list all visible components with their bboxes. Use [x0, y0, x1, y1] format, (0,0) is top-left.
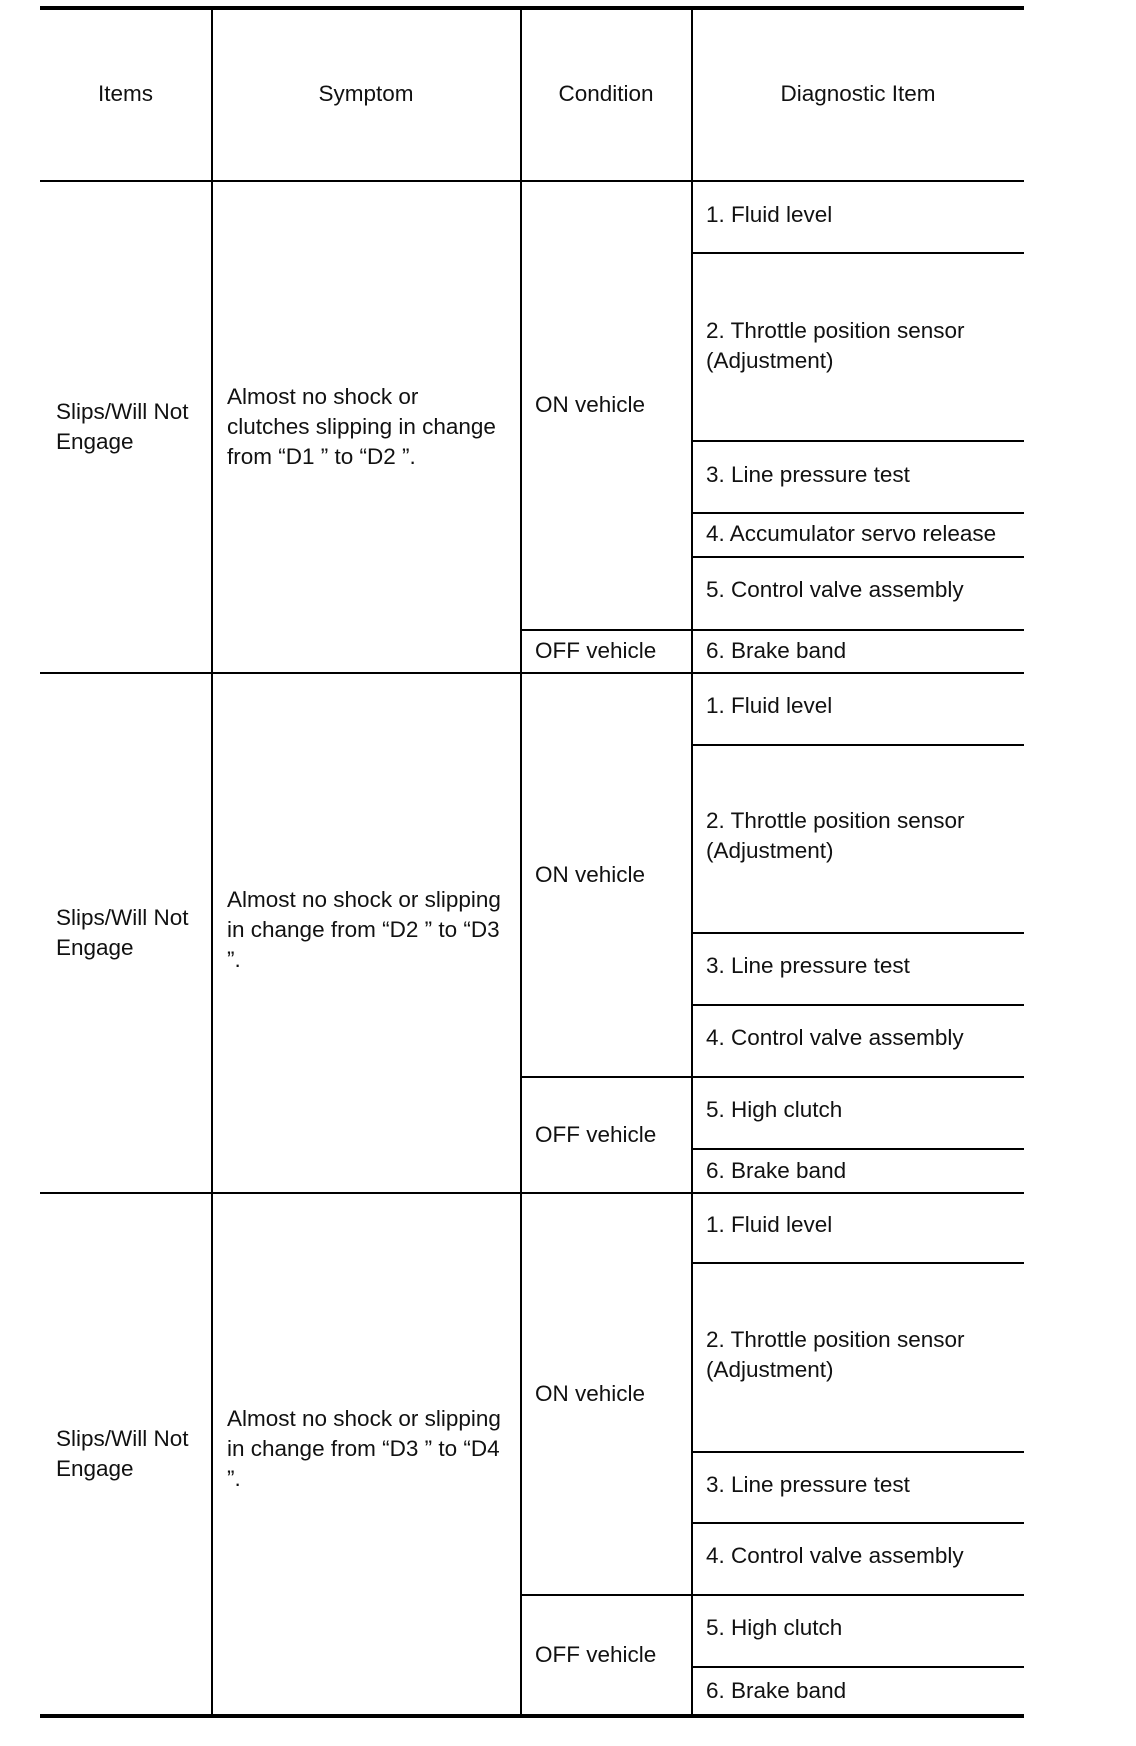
condition-off-vehicle: OFF vehicle [535, 1641, 657, 1667]
row-separator [692, 1594, 1024, 1596]
row-separator [692, 1522, 1024, 1524]
condition-on-vehicle: ON vehicle [535, 392, 646, 417]
diagnostic-item: 4. Control valve assembly [706, 1025, 964, 1050]
diagnostic-item: 4. Accumulator servo release [706, 521, 997, 546]
symptom-cell: Almost no shock or slipping in change from “D2 ” to “D3 ”. [227, 887, 501, 972]
diagnostic-item: 5. High clutch [706, 1097, 843, 1122]
diagnostic-item: 3. Line pressure test [706, 462, 910, 487]
row-separator [692, 1262, 1024, 1264]
header-diagnostic-item: Diagnostic Item [780, 81, 936, 106]
diagnostic-item: 2. Throttle position sensor (Adjustment) [706, 808, 965, 863]
row-separator [692, 252, 1024, 254]
condition-on-vehicle: ON vehicle [535, 1380, 646, 1406]
diagnostic-item: 1. Fluid level [706, 693, 833, 718]
column-divider [211, 8, 213, 1716]
header-condition: Condition [558, 81, 654, 106]
row-separator [692, 744, 1024, 746]
diagnostic-item: 6. Brake band [706, 1157, 847, 1183]
diagnostic-item: 4. Control valve assembly [706, 1543, 964, 1568]
symptom-cell: Almost no shock or clutches slipping in change from “D1 ” to “D2 ”. [227, 383, 496, 469]
item-cell: Slips/Will Not Engage [56, 398, 189, 454]
diagnostic-item: 2. Throttle position sensor (Adjustment) [706, 1327, 965, 1382]
diagnostic-item: 1. Fluid level [706, 1212, 833, 1237]
row-separator [692, 1004, 1024, 1006]
item-cell: Slips/Will Not Engage [56, 904, 189, 960]
diagnostic-item: 2. Throttle position sensor (Adjustment) [706, 318, 965, 373]
condition-off-vehicle: OFF vehicle [535, 1121, 657, 1147]
item-cell: Slips/Will Not Engage [56, 1425, 189, 1481]
row-separator [692, 556, 1024, 558]
diagnostic-item: 5. High clutch [706, 1615, 843, 1640]
table-bottom-rule [40, 1714, 1024, 1718]
condition-off-vehicle: OFF vehicle [535, 638, 657, 663]
diagnostic-item: 3. Line pressure test [706, 1472, 910, 1497]
diagnostic-item: 1. Fluid level [706, 202, 833, 227]
symptom-cell: Almost no shock or slipping in change from “D3 ” to “D4 ”. [227, 1406, 501, 1491]
row-separator [692, 1076, 1024, 1078]
diagnostic-item: 6. Brake band [706, 1677, 847, 1703]
header-items: Items [97, 81, 153, 106]
row-separator [692, 440, 1024, 442]
column-divider [691, 8, 693, 1716]
column-divider [520, 8, 522, 1716]
row-separator [692, 932, 1024, 934]
header-symptom: Symptom [318, 81, 414, 106]
row-separator [692, 1451, 1024, 1453]
diagnostic-item: 5. Control valve assembly [706, 577, 964, 602]
diagnostic-item: 6. Brake band [706, 638, 847, 663]
diagnostic-item: 3. Line pressure test [706, 953, 910, 978]
condition-on-vehicle: ON vehicle [535, 861, 646, 887]
